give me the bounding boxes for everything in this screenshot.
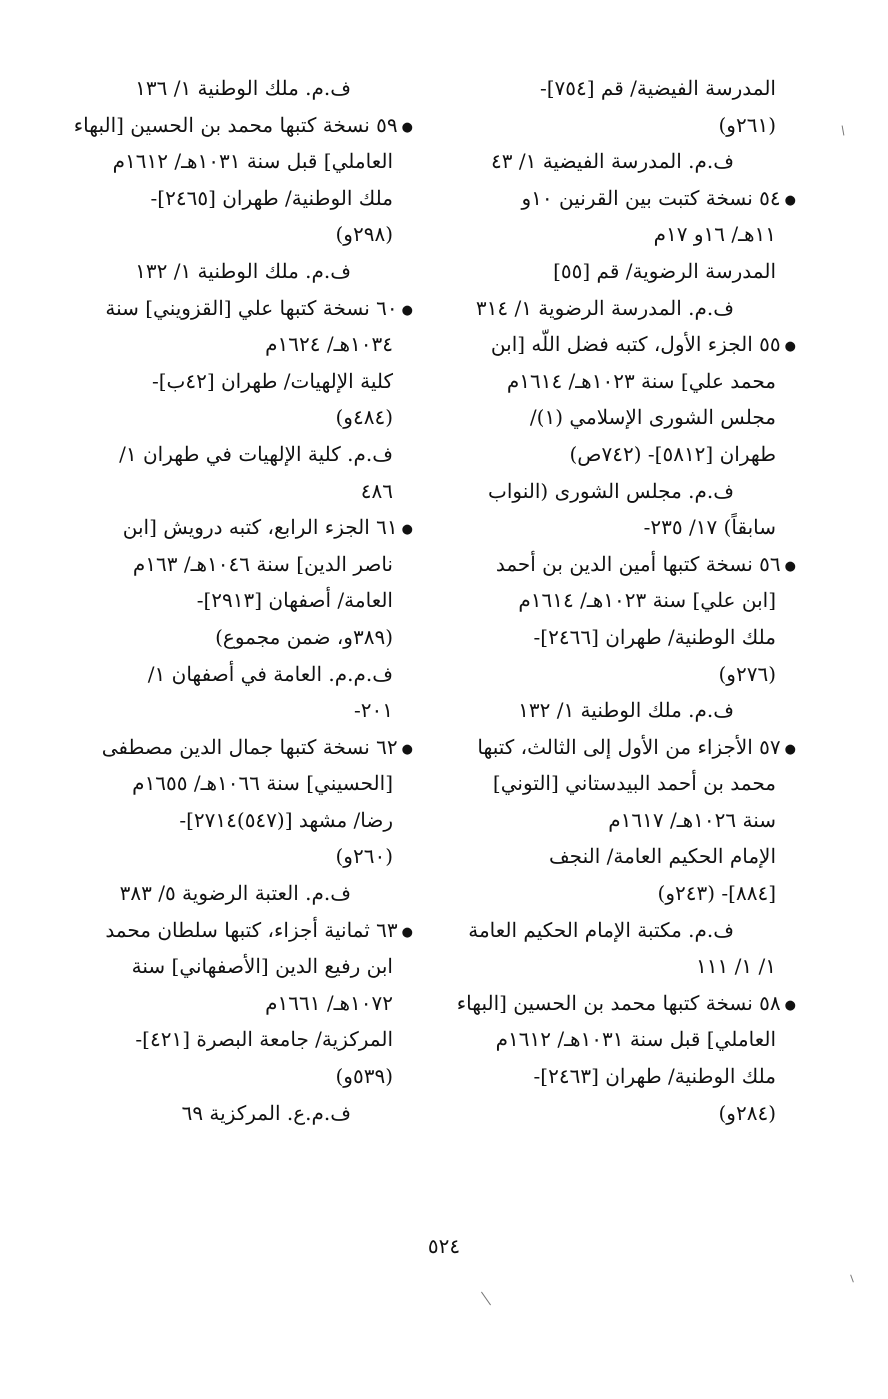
entry-heading-line: ● ٥٦ نسخة كتبها أمين الدين بن أحمد	[451, 546, 796, 583]
entry-line: (٣٨٩و، ضمن مجموع)	[215, 624, 393, 649]
entry-line: الإمام الحكيم العامة/ النجف	[548, 844, 776, 869]
entry-line: ف.م. ملك الوطنية ١/ ١٣٢	[135, 258, 351, 283]
entry-line: ٢٠١-	[354, 698, 393, 723]
entry-line: ف.م.م. العامة في أصفهان ١/	[147, 661, 393, 686]
entry-heading-line: ● ٥٧ الأجزاء من الأول إلى الثالث، كتبها	[451, 729, 796, 766]
entry-line: رضا/ مشهد [(٥٤٧)٢٧١٤]-	[179, 807, 393, 832]
entry-line: محمد علي] سنة ١٠٢٣هـ/ ١٦١٤م	[506, 368, 776, 393]
entry-heading-line: ● ٥٩ نسخة كتبها محمد بن الحسين [البهاء	[68, 107, 413, 144]
entry-line: ف.م. مجلس الشورى (النواب	[488, 478, 734, 503]
entry-line: سابقاً) ١٧/ ٢٣٥-	[643, 515, 776, 540]
entry-line: (٢٩٨و)	[335, 222, 393, 247]
entry-line: ف.م. كلية الإلهيات في طهران ١/	[119, 441, 393, 466]
entry-line: [ابن علي] سنة ١٠٢٣هـ/ ١٦١٤م	[518, 588, 776, 613]
entry-line: كلية الإلهيات/ طهران [٤٢ب]-	[151, 368, 393, 393]
entry-line: العامة/ أصفهان [٢٩١٣]-	[196, 588, 393, 613]
entry-line: ف.م. العتبة الرضوية ٥/ ٣٨٣	[119, 881, 351, 906]
page-number: ٥٢٤	[427, 1234, 461, 1258]
entry-line: ١٠٧٢هـ/ ١٦٦١م	[265, 990, 393, 1015]
entry-line: طهران [٥٨١٢]- (٧٤٢ص)	[569, 441, 776, 466]
entry-line: ١/ ١/ ١١١	[696, 954, 776, 979]
entry-line: العاملي] قبل سنة ١٠٣١هـ/ ١٦١٢م	[495, 1027, 776, 1052]
entry-heading-line: ● ٦٠ نسخة كتبها علي [القزويني] سنة	[68, 290, 413, 327]
entry-line: (٢٨٤و)	[718, 1100, 776, 1125]
entry-line: ف.م. المدرسة الفيضية ١/ ٤٣	[491, 149, 734, 174]
entry-line: ١١هـ/ ١٦و ١٧م	[653, 222, 776, 247]
entry-heading-line: ● ٥٨ نسخة كتبها محمد بن الحسين [البهاء	[451, 985, 796, 1022]
entry-line: العاملي] قبل سنة ١٠٣١هـ/ ١٦١٢م	[112, 149, 393, 174]
entry-line: المركزية/ جامعة البصرة [٤٢١]-	[135, 1027, 393, 1052]
entry-line: (٢٦٠و)	[335, 844, 393, 869]
entry-heading-line: ● ٥٤ نسخة كتبت بين القرنين ١٠و	[451, 180, 796, 217]
entry-line: المدرسة الفيضية/ قم [٧٥٤]-	[539, 76, 776, 100]
entry-line: ف.م. مكتبة الإمام الحكيم العامة	[468, 917, 734, 942]
entry-line: ف.م. ملك الوطنية ١/ ١٣٦	[135, 76, 351, 100]
entry-line: [الحسيني] سنة ١٠٦٦هـ/ ١٦٥٥م	[132, 771, 393, 796]
left-column	[68, 70, 413, 1131]
entry-line: سنة ١٠٢٦هـ/ ١٦١٧م	[608, 807, 776, 832]
entry-line: (٥٣٩و)	[335, 1064, 393, 1089]
entry-line: ٤٨٦	[360, 478, 393, 503]
entry-heading-line: ● ٦٣ ثمانية أجزاء، كتبها سلطان محمد	[68, 912, 413, 949]
scan-mark	[481, 1292, 491, 1306]
entry-line: ف.م. المدرسة الرضوية ١/ ٣١٤	[475, 295, 734, 320]
scan-mark	[842, 125, 845, 135]
entry-line: (٢٦١و)	[718, 112, 776, 137]
entry-heading-line: ● ٦١ الجزء الرابع، كتبه درويش [ابن	[68, 509, 413, 546]
entry-line: ناصر الدين] سنة ١٠٤٦هـ/ ١٦٣م	[132, 551, 393, 576]
entry-line: (٢٧٦و)	[718, 661, 776, 686]
scan-mark	[850, 1275, 854, 1283]
entry-heading-line: ● ٦٢ نسخة كتبها جمال الدين مصطفى	[68, 729, 413, 766]
entry-line: مجلس الشورى الإسلامي (١)/	[529, 405, 776, 430]
entry-line: المدرسة الرضوية/ قم [٥٥]	[553, 258, 776, 283]
right-column	[451, 70, 796, 1131]
entry-line: ملك الوطنية/ طهران [٢٤٦٣]-	[533, 1064, 776, 1089]
entry-line: (٤٨٤و)	[335, 405, 393, 430]
entry-line: [٨٨٤]- (٢٤٣و)	[657, 881, 776, 906]
entry-line: ف.م. ملك الوطنية ١/ ١٣٢	[518, 698, 734, 723]
entry-line: ملك الوطنية/ طهران [٢٤٦٦]-	[533, 624, 776, 649]
entry-heading-line: ● ٥٥ الجزء الأول، كتبه فضل اللّه [ابن	[451, 326, 796, 363]
entry-line: ابن رفيع الدين [الأصفهاني] سنة	[131, 954, 393, 979]
entry-line: ف.م.ع. المركزية ٦٩	[181, 1100, 351, 1125]
entry-line: ١٠٣٤هـ/ ١٦٢٤م	[265, 332, 393, 357]
entry-line: ملك الوطنية/ طهران [٢٤٦٥]-	[150, 185, 393, 210]
entry-line: محمد بن أحمد البيدستاني [التوني]	[492, 771, 776, 796]
